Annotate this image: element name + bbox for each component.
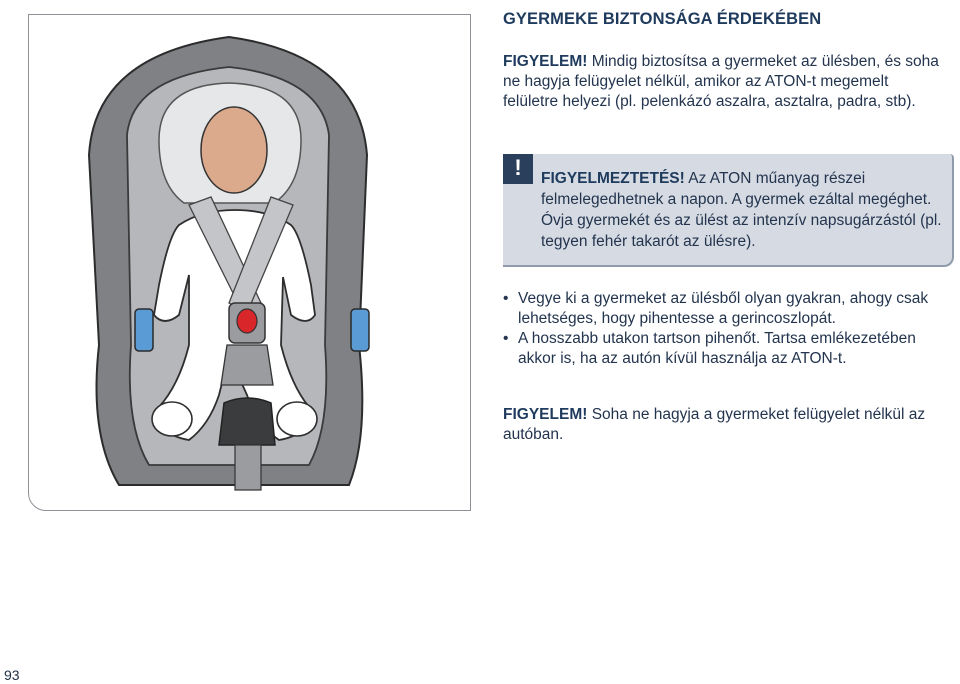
list-item: • A hosszabb utakon tartson pihenőt. Tartsa emlékezetében akkor is, ha az autón kívül használja az ATON-t. (503, 329, 955, 369)
intro-text: Mindig biztosítsa a gyermeket az ülésben, és soha ne hagyja felügyelet nélkül, amikor az ATON-t megemelt felületre helyezi (pl. pelenkázó aszalra, asztalra, padra, stb). (503, 53, 939, 110)
warning-lead: FIGYELMEZTETÉS! (541, 170, 685, 187)
intro-paragraph (503, 52, 943, 112)
baby-face (201, 107, 267, 193)
list-item: • Vegye ki a gyermeket az ülésből olyan gyakran, ahogy csak lehetséges, hogy pihentesse a gerincoszlopát. (503, 289, 955, 329)
warning-text-block (541, 168, 951, 252)
belt-guide (219, 398, 275, 445)
warning-text: Az ATON műanyag részei felmelegedhetnek a napon. A gyermek ezáltal megéghet. Óvja gyermekét és az ülést az intenzív napsugárzástól (pl. tegyen fehér takarót az ülésre). (541, 170, 942, 250)
belt-strap (235, 445, 261, 490)
side-impact-right (351, 309, 369, 351)
side-impact-left (135, 309, 153, 351)
baby-foot-left (152, 402, 192, 436)
closing-lead: FIGYELEM! (503, 406, 588, 423)
car-seat-drawing (29, 15, 472, 512)
page-title: GYERMEKE BIZTONSÁGA ÉRDEKÉBEN (503, 10, 822, 28)
text-column (503, 10, 943, 110)
baby-foot-right (277, 402, 317, 436)
intro-lead: FIGYELEM! (503, 53, 588, 70)
car-seat-illustration (28, 14, 471, 511)
crotch-pad (221, 345, 273, 385)
closing-text: Soha ne hagyja a gyermeket felügyelet nélkül az autóban. (503, 406, 926, 443)
buckle-release-button (237, 309, 257, 333)
warning-box (503, 154, 954, 267)
bullet-list (503, 289, 955, 369)
closing-paragraph (503, 405, 943, 445)
warning-icon: ! (503, 154, 533, 184)
page-number: 93 (4, 667, 20, 683)
